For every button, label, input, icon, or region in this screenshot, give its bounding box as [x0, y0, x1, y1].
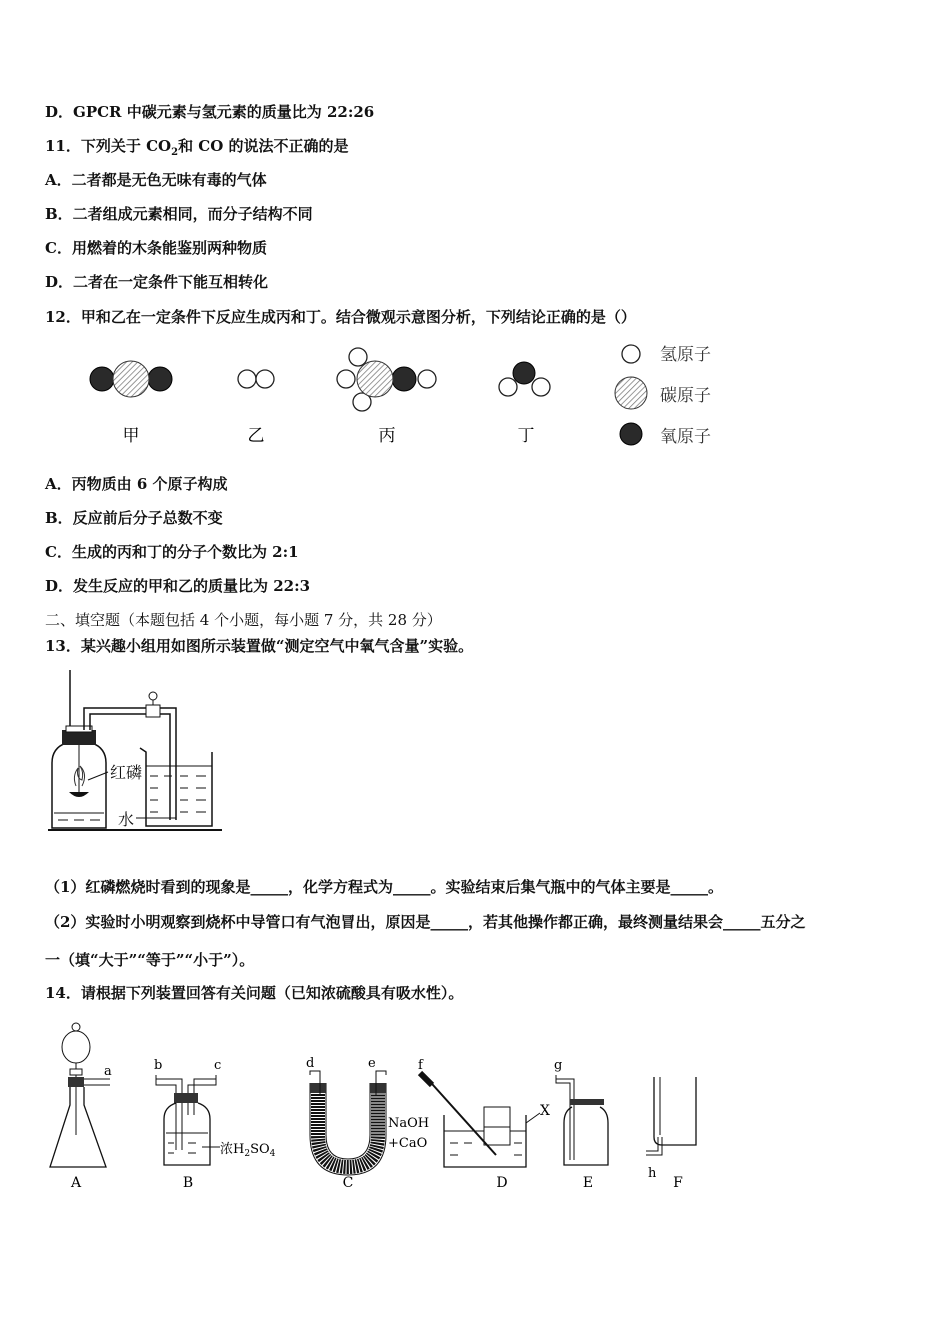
acid-sub-2: 4: [269, 1149, 276, 1159]
label-e: E: [582, 1175, 594, 1191]
legend-oxygen: 氧原子: [660, 427, 711, 447]
label-c: C: [342, 1175, 354, 1191]
apparatus-c: [310, 1071, 386, 1175]
label-b: B: [182, 1175, 194, 1191]
q11-subscript: 2: [171, 147, 179, 158]
q12-option-d: D．发生反应的甲和乙的质量比为 22:3: [45, 577, 311, 595]
label-cao: +CaO: [388, 1136, 428, 1151]
port-b: b: [154, 1058, 163, 1073]
q11-option-d: D．二者在一定条件下能互相转化: [45, 273, 269, 291]
apparatus-a: [50, 1023, 110, 1167]
molecule-jia: [90, 361, 172, 397]
port-f: f: [418, 1058, 423, 1073]
acid-sub-1: 2: [244, 1149, 251, 1159]
q11-stem: [45, 136, 349, 163]
section-title-fill-in: 二、填空题（本题包括 4 个小题，每小题 7 分，共 28 分）: [45, 611, 442, 629]
legend: [615, 345, 711, 447]
label-jia: 甲: [122, 426, 140, 446]
label-water: 水: [118, 810, 135, 829]
gas-apparatus-row: [40, 1015, 740, 1200]
port-h: h: [648, 1166, 657, 1181]
q12-option-b: B．反应前后分子总数不变: [45, 509, 223, 527]
q13-part-2b: 一（填“大于”“等于”“小于”）。: [45, 951, 255, 969]
label-a: A: [70, 1175, 82, 1191]
legend-hydrogen: 氢原子: [660, 345, 711, 365]
label-sulfuric-acid: [220, 1142, 276, 1159]
apparatus-d: [420, 1073, 540, 1167]
apparatus-b: [156, 1075, 220, 1165]
molecule-ding: [499, 362, 550, 396]
oxygen-content-apparatus: [40, 668, 240, 840]
port-a: a: [104, 1064, 112, 1079]
label-red-phosphorus: 红磷: [110, 763, 143, 782]
port-c: c: [214, 1058, 222, 1073]
label-d: D: [496, 1175, 508, 1191]
acid-part-2: SO: [250, 1142, 270, 1157]
q11-option-b: B．二者组成元素相同，而分子结构不同: [45, 205, 313, 223]
apparatus-f: [646, 1077, 696, 1155]
legend-carbon: 碳原子: [660, 386, 711, 406]
q11-stem-post: 和 CO 的说法不正确的是: [178, 137, 349, 155]
q13-part-1: （1）红磷燃烧时看到的现象是_____，化学方程式为_____。实验结束后集气瓶中的气体主要是_____。: [45, 878, 723, 896]
port-d: d: [306, 1056, 315, 1071]
label-x: X: [540, 1103, 550, 1119]
molecule-yi: [238, 370, 274, 388]
molecule-diagram: [80, 340, 740, 455]
q14-stem: 14．请根据下列装置回答有关问题（已知浓硫酸具有吸水性）。: [45, 984, 464, 1002]
label-naoh: NaOH: [388, 1116, 430, 1131]
legend-carbon-icon: [615, 377, 647, 409]
q11-option-a: A．二者都是无色无味有毒的气体: [45, 171, 267, 189]
q12-option-c: C．生成的丙和丁的分子个数比为 2:1: [45, 543, 299, 561]
label-ding: 丁: [517, 426, 535, 446]
q11-option-c: C．用燃着的木条能鉴别两种物质: [45, 239, 267, 257]
acid-part-1: 浓H: [220, 1142, 245, 1157]
label-f: F: [673, 1175, 683, 1191]
legend-hydrogen-icon: [622, 345, 640, 363]
q12-option-a: A．丙物质由 6 个原子构成: [45, 475, 228, 493]
port-g: g: [554, 1058, 563, 1073]
label-bing: 丙: [378, 426, 396, 446]
q11-stem-pre: 11．下列关于 CO: [45, 137, 172, 155]
q13-part-2a: （2）实验时小明观察到烧杯中导管口有气泡冒出，原因是_____，若其他操作都正确，最终测量结果会_____五分之: [45, 913, 806, 931]
q12-stem: 12．甲和乙在一定条件下反应生成丙和丁。结合微观示意图分析，下列结论正确的是（）: [45, 308, 636, 326]
q10-option-d: D．GPCR 中碳元素与氢元素的质量比为 22:26: [45, 103, 375, 121]
q13-stem: 13．某兴趣小组用如图所示装置做“测定空气中氧气含量”实验。: [45, 637, 474, 655]
legend-oxygen-icon: [620, 423, 642, 445]
label-yi: 乙: [247, 426, 265, 446]
molecule-bing: [337, 348, 436, 411]
apparatus-e: [556, 1075, 608, 1165]
port-e: e: [368, 1056, 376, 1071]
